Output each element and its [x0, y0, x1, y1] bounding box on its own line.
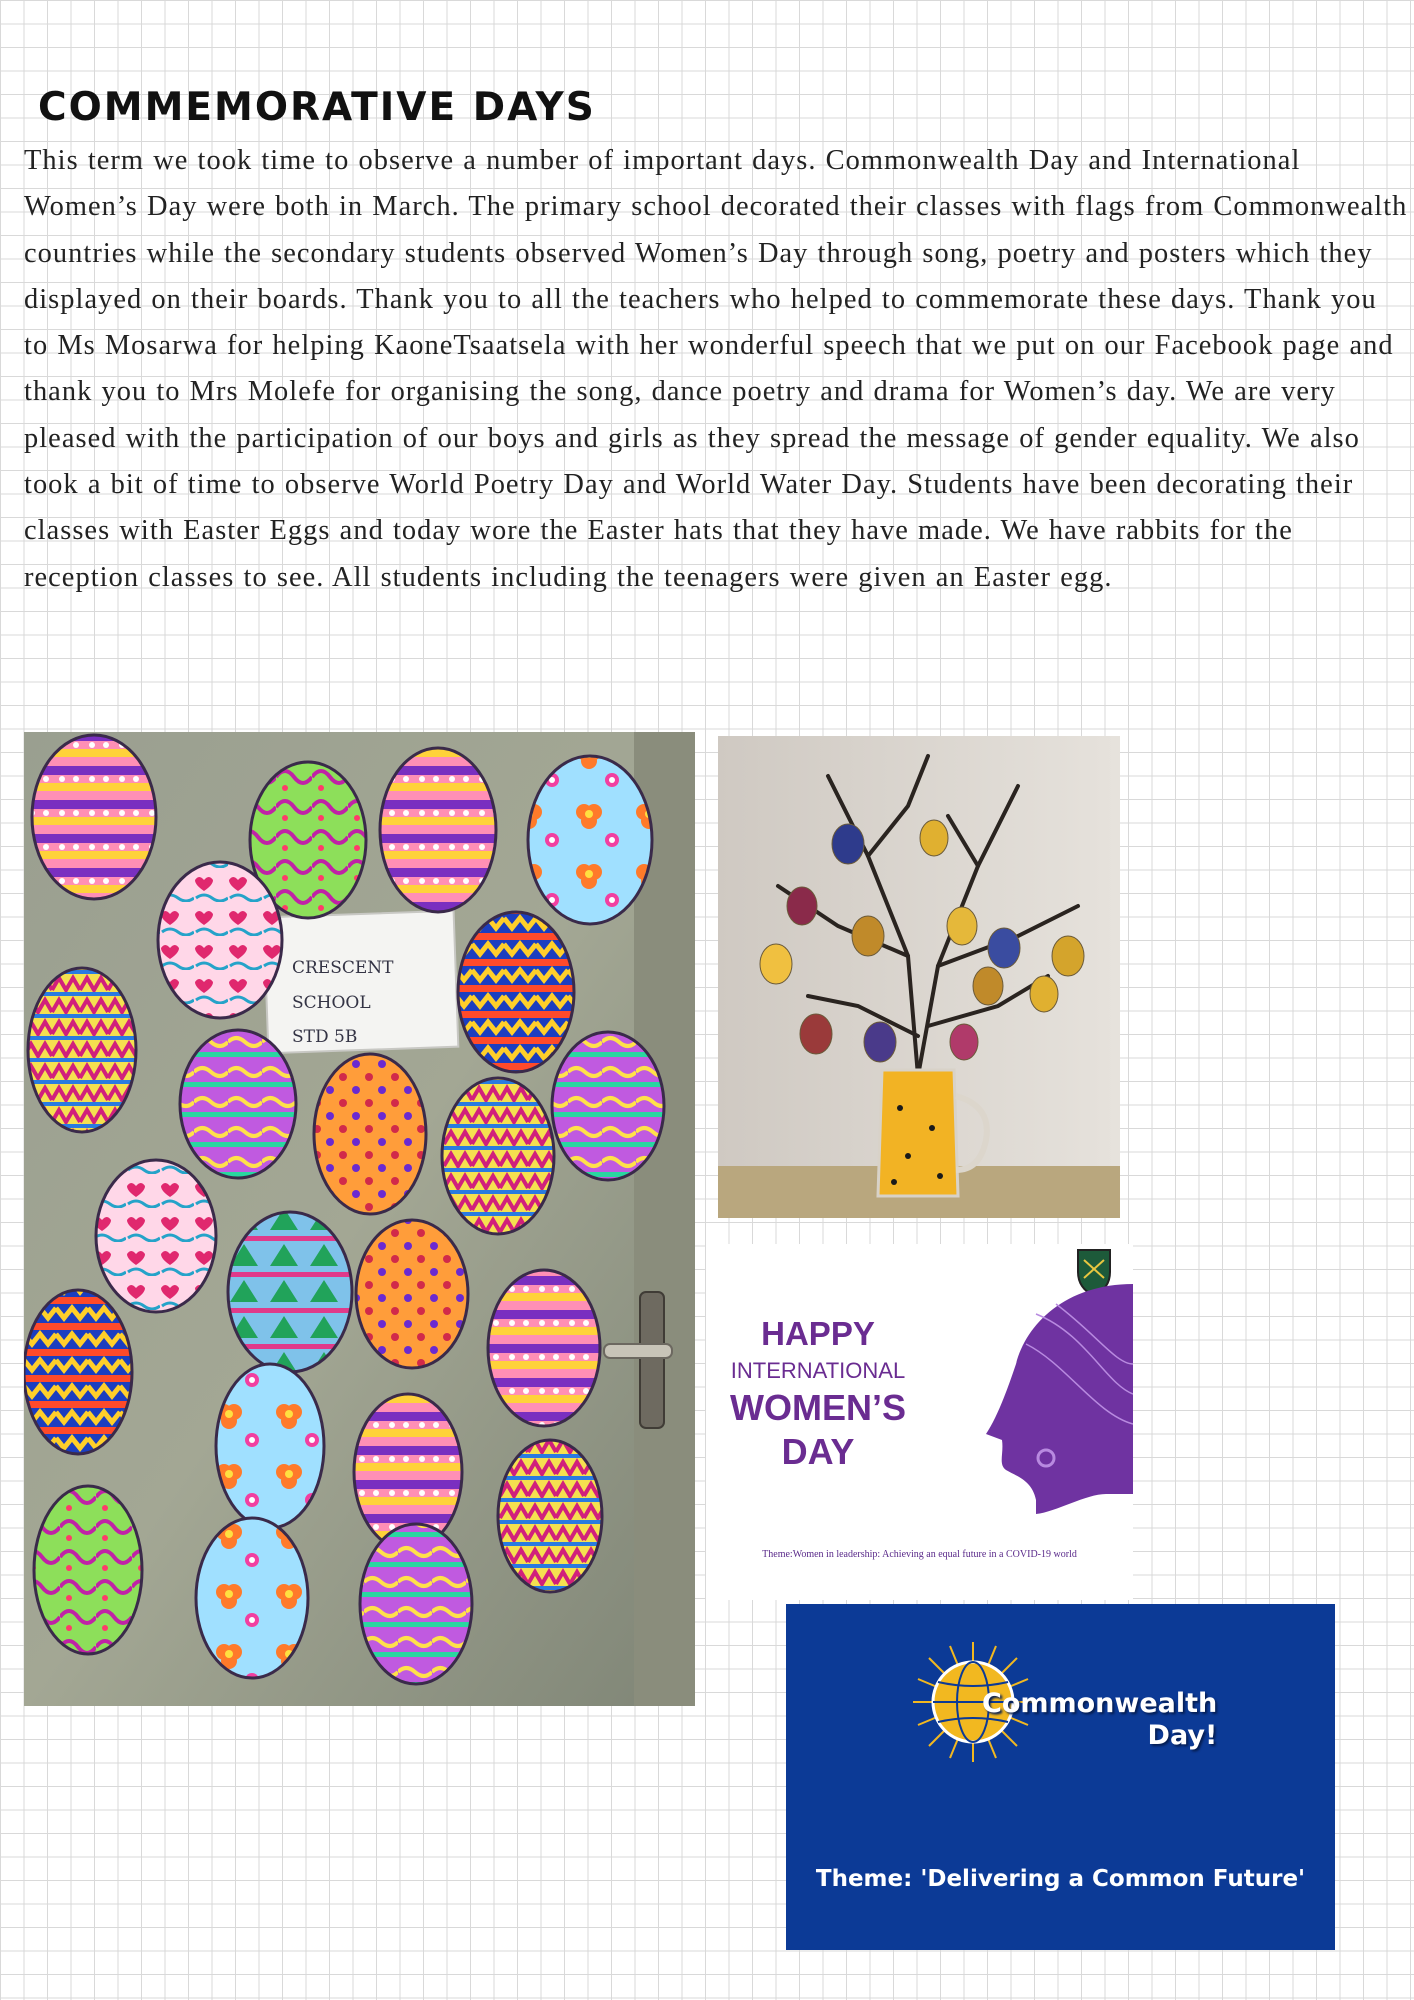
womens-day-theme: Theme:Women in leadership: Achieving an equal future in a COVID-19 world	[762, 1549, 1077, 1560]
article-body: This term we took time to observe a number of important days. Commonwealth Day and International Women’s Day were both in March. The primary school decorated their classes with flags from Commonwealth countries while the secondary students observed Women’s Day through song, poetry and posters which they displayed on their boards. Thank you to all the teachers who helped to commemorate these days. Thank you to Ms Mosarwa for helping KaoneTsaatsela with her wonderful speech that we put on our Facebook page and thank you to Mrs Molefe for organising the song, dance poetry and drama for Women’s day. We are very pleased with the participation of our boys and girls as they spread the message of gender equality. We also took a bit of time to observe World Poetry Day and World Water Day. Students have been decorating their classes with Easter Eggs and today wore the Easter hats that they have made. We have rabbits for the reception classes to see. All students including the teenagers were given an Easter egg.	[24, 145, 1408, 593]
womens-day-womens: WOMEN’S	[730, 1387, 906, 1428]
door-sign-line1: CRESCENT	[292, 958, 394, 978]
door-sign-line2: SCHOOL	[292, 993, 371, 1013]
door-sign-line3: STD 5B	[292, 1027, 358, 1047]
easter-egg-tree-photo	[718, 736, 1120, 1218]
womens-day-international: INTERNATIONAL	[730, 1358, 906, 1383]
womens-day-day: DAY	[781, 1431, 855, 1472]
commonwealth-title-line1: Commonwealth	[982, 1688, 1218, 1719]
womens-day-poster	[706, 1244, 1133, 1600]
commonwealth-day-banner	[786, 1604, 1335, 1950]
womens-day-happy: HAPPY	[761, 1315, 875, 1352]
commonwealth-title-line2: Day!	[1147, 1720, 1218, 1751]
easter-eggs-door-photo	[24, 732, 695, 1706]
page-title: COMMEMORATIVE DAYS	[38, 85, 596, 130]
commonwealth-theme: Theme: 'Delivering a Common Future'	[815, 1866, 1306, 1892]
